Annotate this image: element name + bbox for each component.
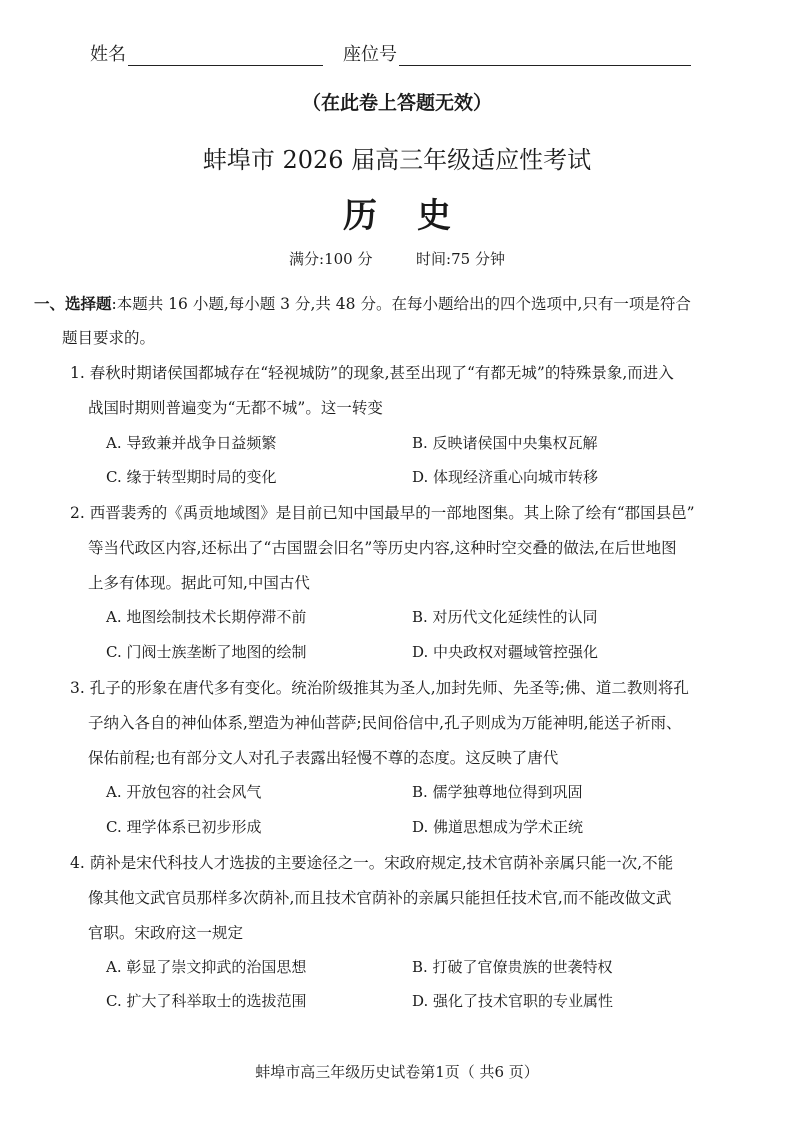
- exam-title: 蚌埠市 2026 届高三年级适应性考试: [202, 146, 592, 174]
- question-2-line-1: 2. 西晋裴秀的《禹贡地域图》是目前已知中国最早的一部地图集。其上除了绘有“郡国县邑”: [70, 504, 695, 522]
- question-3-option-c[interactable]: C. 理学体系已初步形成: [106, 818, 262, 836]
- question-4-line-3: 官职。宋政府这一规定: [88, 924, 244, 942]
- question-1-option-a[interactable]: A. 导致兼并战争日益频繁: [106, 434, 277, 452]
- page-footer: 蚌埠市高三年级历史试卷第1页（ 共6 页）: [255, 1063, 539, 1081]
- question-4-option-b[interactable]: B. 打破了官僚贵族的世袭特权: [412, 958, 613, 976]
- name-label: 姓名: [90, 44, 126, 65]
- question-2-line-2: 等当代政区内容,还标出了“古国盟会旧名”等历史内容,这种时空交叠的做法,在后世地图: [88, 539, 677, 557]
- question-2-option-b[interactable]: B. 对历代文化延续性的认同: [412, 608, 598, 626]
- question-3-option-b[interactable]: B. 儒学独尊地位得到巩固: [412, 783, 583, 801]
- question-4-option-d[interactable]: D. 强化了技术官职的专业属性: [412, 992, 614, 1010]
- question-1-option-c[interactable]: C. 缘于转型期时局的变化: [106, 468, 277, 486]
- section-instruction: [34, 292, 691, 314]
- section-instruction-line1: :本题共 16 小题,每小题 3 分,共 48 分。在每小题给出的四个选项中,只有一项是符合: [111, 295, 691, 313]
- seat-label: 座位号: [343, 44, 397, 65]
- question-1-line-2: 战国时期则普遍变为“无都不城”。这一转变: [88, 399, 383, 417]
- score-info: [0, 248, 794, 269]
- question-3-line-1: 3. 孔子的形象在唐代多有变化。统治阶级推其为圣人,加封先师、先圣等;佛、道二教则将孔: [70, 679, 689, 697]
- subject-title: 历史: [343, 196, 491, 236]
- question-3-line-2: 子纳入各自的神仙体系,塑造为神仙菩萨;民间俗信中,孔子则成为万能神明,能送子祈雨、: [88, 714, 682, 732]
- question-2-option-c[interactable]: C. 门阀士族垄断了地图的绘制: [106, 643, 307, 661]
- question-3-option-a[interactable]: A. 开放包容的社会风气: [106, 783, 262, 801]
- question-2-option-d[interactable]: D. 中央政权对疆域管控强化: [412, 643, 599, 661]
- question-4-line-1: 4. 荫补是宋代科技人才选拔的主要途径之一。宋政府规定,技术官荫补亲属只能一次,不能: [70, 854, 674, 872]
- question-4-option-c[interactable]: C. 扩大了科举取士的选拔范围: [106, 992, 307, 1010]
- name-blank[interactable]: [128, 45, 323, 66]
- section-label: 一、选择题: [34, 294, 112, 313]
- question-1-option-d[interactable]: D. 体现经济重心向城市转移: [412, 468, 599, 486]
- question-1-line-1: 1. 春秋时期诸侯国都城存在“轻视城防”的现象,甚至出现了“有都无城”的特殊景象,而进入: [70, 364, 674, 382]
- question-2-option-a[interactable]: A. 地图绘制技术长期停滞不前: [106, 608, 307, 626]
- question-4-line-2: 像其他文武官员那样多次荫补,而且技术官荫补的亲属只能担任技术官,而不能改做文武: [88, 889, 672, 907]
- question-3-line-3: 保佑前程;也有部分文人对孔子表露出轻慢不尊的态度。这反映了唐代: [88, 749, 559, 767]
- question-3-option-d[interactable]: D. 佛道思想成为学术正统: [412, 818, 584, 836]
- notice: （在此卷上答题无效）: [301, 92, 492, 114]
- seat-blank[interactable]: [399, 45, 691, 66]
- section-instruction-line2: 题目要求的。: [62, 329, 156, 347]
- question-4-option-a[interactable]: A. 彰显了崇文抑武的治国思想: [106, 958, 307, 976]
- question-2-line-3: 上多有体现。据此可知,中国古代: [88, 574, 310, 592]
- exam-time: 时间:75 分钟: [416, 250, 505, 268]
- full-score: 满分:100 分: [289, 250, 373, 268]
- question-1-option-b[interactable]: B. 反映诸侯国中央集权瓦解: [412, 434, 598, 452]
- header-fields: [90, 40, 691, 66]
